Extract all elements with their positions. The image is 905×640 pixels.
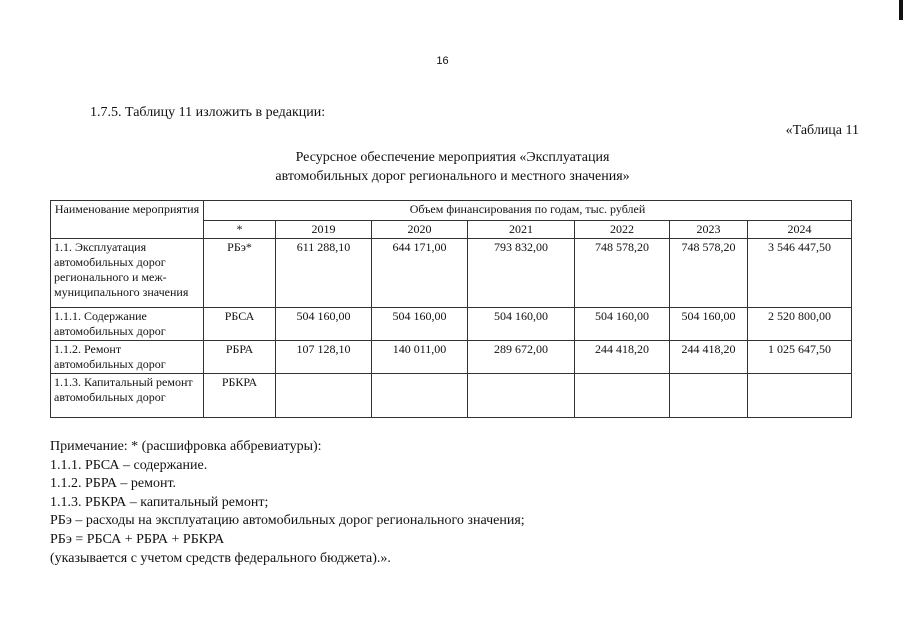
header-year: 2024 bbox=[748, 221, 852, 239]
scan-edge-mark bbox=[899, 0, 903, 20]
header-year: 2023 bbox=[670, 221, 748, 239]
row-value: 107 128,10 bbox=[276, 341, 372, 374]
row-value: 504 160,00 bbox=[575, 308, 670, 341]
header-year: 2021 bbox=[468, 221, 575, 239]
row-value bbox=[372, 374, 468, 418]
row-value: 748 578,20 bbox=[670, 239, 748, 308]
row-value: 644 171,00 bbox=[372, 239, 468, 308]
header-source: * bbox=[204, 221, 276, 239]
header-year: 2019 bbox=[276, 221, 372, 239]
note-line: 1.1.1. РБСА – содержание. bbox=[50, 457, 208, 473]
row-name: 1.1. Эксплуатация автомобильных дорог регионального и меж-муниципального значения bbox=[51, 239, 204, 308]
row-source: РБКРА bbox=[204, 374, 276, 418]
header-year: 2022 bbox=[575, 221, 670, 239]
table-row bbox=[51, 374, 852, 418]
row-name: 1.1.2. Ремонт автомобильных дорог bbox=[51, 341, 204, 374]
row-value: 140 011,00 bbox=[372, 341, 468, 374]
row-value bbox=[276, 374, 372, 418]
row-value: 504 160,00 bbox=[468, 308, 575, 341]
funding-table bbox=[50, 200, 852, 418]
row-value: 504 160,00 bbox=[670, 308, 748, 341]
row-value bbox=[748, 374, 852, 418]
row-source: РБСА bbox=[204, 308, 276, 341]
intro-text: 1.7.5. Таблицу 11 изложить в редакции: bbox=[90, 105, 326, 120]
page-number: 16 bbox=[436, 55, 449, 67]
header-funding: Объем финансирования по годам, тыс. рублей bbox=[204, 201, 852, 221]
row-value: 3 546 447,50 bbox=[748, 239, 852, 308]
row-value bbox=[670, 374, 748, 418]
row-name: 1.1.1. Содержание автомобильных дорог bbox=[51, 308, 204, 341]
row-value: 1 025 647,50 bbox=[748, 341, 852, 374]
row-value: 504 160,00 bbox=[276, 308, 372, 341]
row-source: РБРА bbox=[204, 341, 276, 374]
table-row bbox=[51, 341, 852, 374]
table-title-line-1: Ресурсное обеспечение мероприятия «Эксплуатация bbox=[295, 150, 610, 165]
note-line: 1.1.3. РБКРА – капитальный ремонт; bbox=[50, 494, 269, 510]
table-title-line-2: автомобильных дорог регионального и местного значения» bbox=[275, 169, 630, 184]
row-source: РБэ* bbox=[204, 239, 276, 308]
note-line: (указывается с учетом средств федерального бюджета).». bbox=[50, 550, 391, 566]
row-value bbox=[468, 374, 575, 418]
table-title bbox=[0, 148, 905, 186]
row-value: 611 288,10 bbox=[276, 239, 372, 308]
note-line: Примечание: * (расшифровка аббревиатуры): bbox=[50, 439, 322, 454]
note-line: 1.1.2. РБРА – ремонт. bbox=[50, 476, 177, 492]
notes bbox=[50, 438, 525, 568]
row-value bbox=[575, 374, 670, 418]
row-value: 244 418,20 bbox=[670, 341, 748, 374]
row-value: 748 578,20 bbox=[575, 239, 670, 308]
table-tag: «Таблица 11 bbox=[785, 123, 859, 138]
note-line: РБэ = РБСА + РБРА + РБКРА bbox=[50, 531, 225, 547]
row-value: 289 672,00 bbox=[468, 341, 575, 374]
header-year: 2020 bbox=[372, 221, 468, 239]
header-name: Наименование мероприятия bbox=[51, 201, 204, 239]
row-name: 1.1.3. Капитальный ремонт автомобильных дорог bbox=[51, 374, 204, 418]
note-line: РБэ – расходы на эксплуатацию автомобильных дорог регионального значения; bbox=[50, 513, 525, 529]
row-value: 793 832,00 bbox=[468, 239, 575, 308]
row-value: 504 160,00 bbox=[372, 308, 468, 341]
row-value: 244 418,20 bbox=[575, 341, 670, 374]
table-row bbox=[51, 239, 852, 308]
row-value: 2 520 800,00 bbox=[748, 308, 852, 341]
table-row bbox=[51, 308, 852, 341]
header-row bbox=[51, 201, 852, 221]
